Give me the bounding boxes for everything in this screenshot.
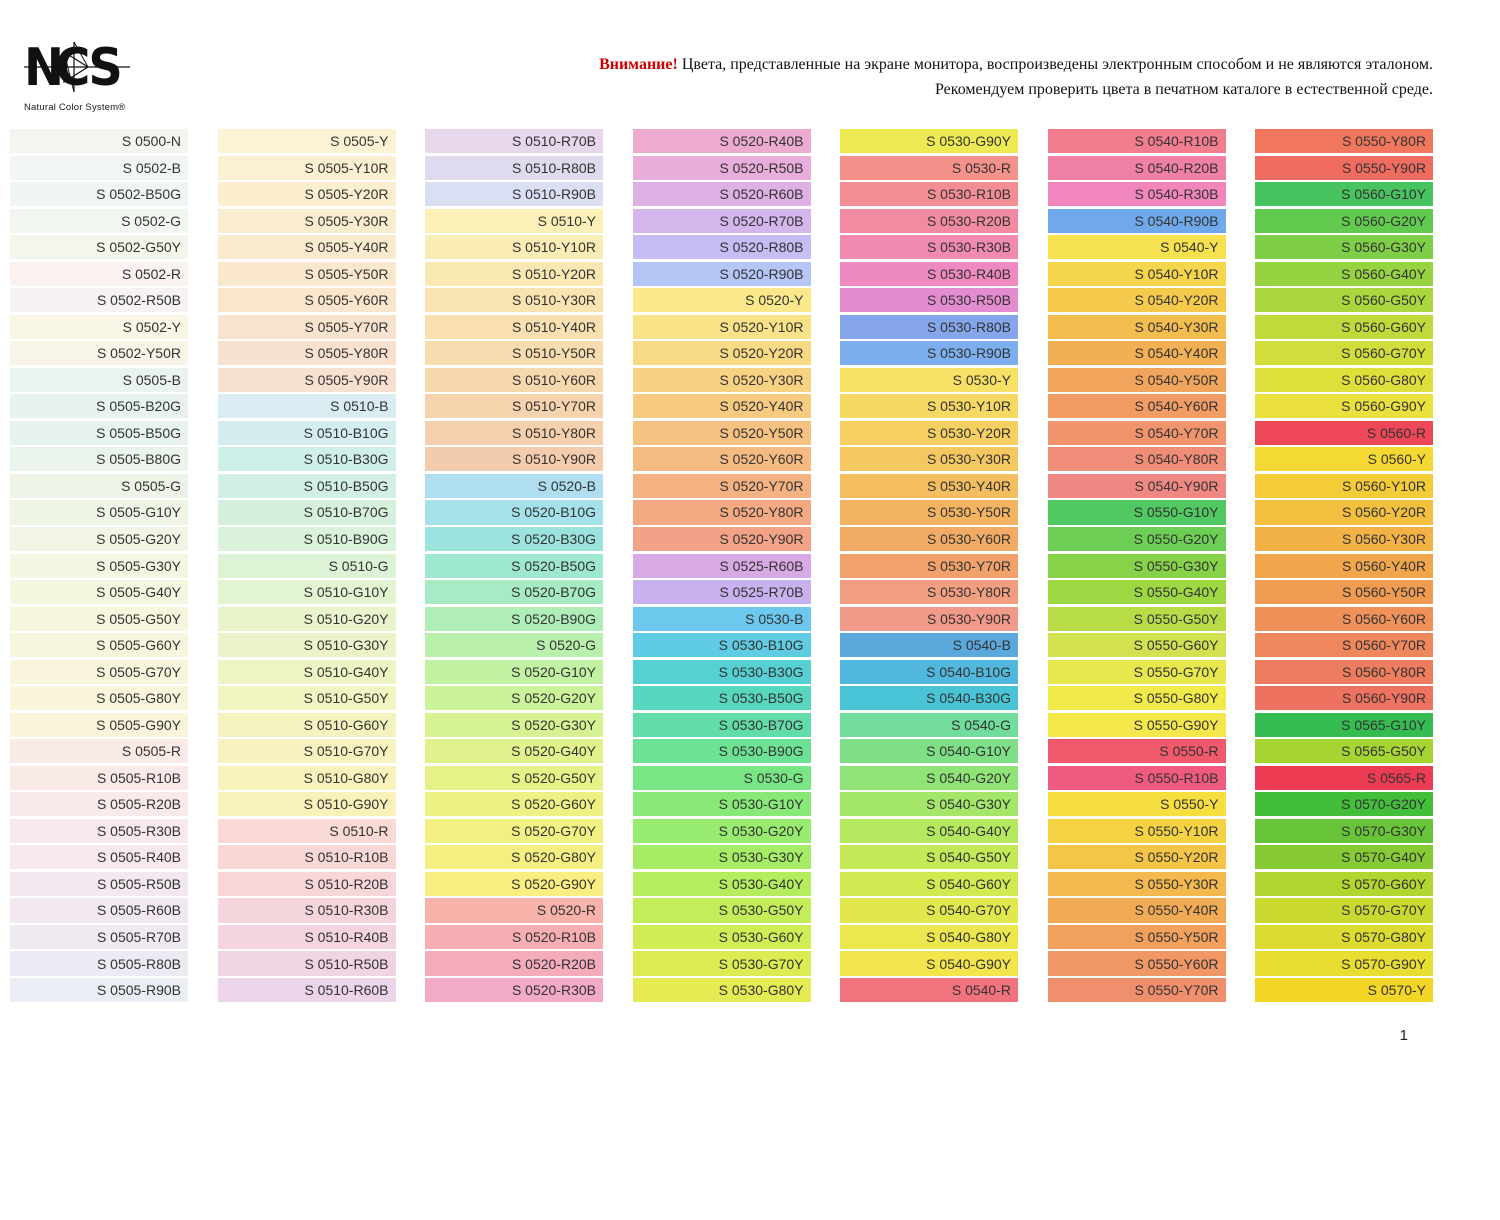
swatch-s-0505-b80g: S 0505-B80G — [10, 447, 188, 471]
swatch-s-0520-g60y: S 0520-G60Y — [425, 792, 603, 816]
swatch-s-0520-r60b: S 0520-R60B — [633, 182, 811, 206]
swatch-s-0540-r30b: S 0540-R30B — [1048, 182, 1226, 206]
swatch-s-0550-r: S 0550-R — [1048, 739, 1226, 763]
swatch-s-0510-b70g: S 0510-B70G — [218, 500, 396, 524]
swatch-s-0530-g: S 0530-G — [633, 766, 811, 790]
swatch-s-0530-b90g: S 0530-B90G — [633, 739, 811, 763]
swatch-s-0520-b: S 0520-B — [425, 474, 603, 498]
swatch-s-0570-g70y: S 0570-G70Y — [1255, 898, 1433, 922]
swatch-s-0560-g60y: S 0560-G60Y — [1255, 315, 1433, 339]
swatch-s-0530-g20y: S 0530-G20Y — [633, 819, 811, 843]
swatch-s-0560-y10r: S 0560-Y10R — [1255, 474, 1433, 498]
swatch-s-0530-g60y: S 0530-G60Y — [633, 925, 811, 949]
swatch-s-0520-g70y: S 0520-G70Y — [425, 819, 603, 843]
swatch-s-0510-r70b: S 0510-R70B — [425, 129, 603, 153]
swatch-s-0520-b90g: S 0520-B90G — [425, 607, 603, 631]
swatch-s-0505-r30b: S 0505-R30B — [10, 819, 188, 843]
swatch-s-0510-g60y: S 0510-G60Y — [218, 713, 396, 737]
swatch-s-0540-r: S 0540-R — [840, 978, 1018, 1002]
swatch-s-0520-g40y: S 0520-G40Y — [425, 739, 603, 763]
swatch-s-0510-y: S 0510-Y — [425, 209, 603, 233]
swatch-s-0560-g40y: S 0560-G40Y — [1255, 262, 1433, 286]
swatch-s-0550-g60y: S 0550-G60Y — [1048, 633, 1226, 657]
swatch-s-0505-b: S 0505-B — [10, 368, 188, 392]
color-grid — [10, 129, 1433, 1002]
swatch-s-0520-g10y: S 0520-G10Y — [425, 660, 603, 684]
swatch-s-0560-y40r: S 0560-Y40R — [1255, 554, 1433, 578]
swatch-s-0510-y20r: S 0510-Y20R — [425, 262, 603, 286]
swatch-s-0530-r40b: S 0530-R40B — [840, 262, 1018, 286]
swatch-s-0505-g50y: S 0505-G50Y — [10, 607, 188, 631]
swatch-s-0530-y70r: S 0530-Y70R — [840, 554, 1018, 578]
swatch-s-0550-y50r: S 0550-Y50R — [1048, 925, 1226, 949]
warning-line-1 — [599, 52, 1433, 77]
swatch-s-0560-g90y: S 0560-G90Y — [1255, 394, 1433, 418]
swatch-s-0520-y60r: S 0520-Y60R — [633, 447, 811, 471]
swatch-s-0505-g80y: S 0505-G80Y — [10, 686, 188, 710]
ncs-logo — [24, 38, 144, 113]
swatch-s-0502-b: S 0502-B — [10, 156, 188, 180]
swatch-s-0560-g20y: S 0560-G20Y — [1255, 209, 1433, 233]
swatch-s-0505-y20r: S 0505-Y20R — [218, 182, 396, 206]
swatch-s-0550-y20r: S 0550-Y20R — [1048, 845, 1226, 869]
swatch-s-0505-y30r: S 0505-Y30R — [218, 209, 396, 233]
swatch-s-0520-b10g: S 0520-B10G — [425, 500, 603, 524]
swatch-s-0540-r90b: S 0540-R90B — [1048, 209, 1226, 233]
swatch-s-0505-r50b: S 0505-R50B — [10, 872, 188, 896]
swatch-s-0550-g10y: S 0550-G10Y — [1048, 500, 1226, 524]
swatch-s-0505-r10b: S 0505-R10B — [10, 766, 188, 790]
swatch-s-0510-g40y: S 0510-G40Y — [218, 660, 396, 684]
swatch-s-0560-y70r: S 0560-Y70R — [1255, 633, 1433, 657]
swatch-s-0530-r30b: S 0530-R30B — [840, 235, 1018, 259]
swatch-s-0560-g10y: S 0560-G10Y — [1255, 182, 1433, 206]
swatch-s-0540-y60r: S 0540-Y60R — [1048, 394, 1226, 418]
swatch-s-0530-r: S 0530-R — [840, 156, 1018, 180]
swatch-s-0540-g20y: S 0540-G20Y — [840, 766, 1018, 790]
swatch-s-0502-y: S 0502-Y — [10, 315, 188, 339]
swatch-s-0560-y50r: S 0560-Y50R — [1255, 580, 1433, 604]
swatch-s-0520-r50b: S 0520-R50B — [633, 156, 811, 180]
swatch-s-0520-g20y: S 0520-G20Y — [425, 686, 603, 710]
swatch-s-0510-g70y: S 0510-G70Y — [218, 739, 396, 763]
swatch-s-0560-y60r: S 0560-Y60R — [1255, 607, 1433, 631]
swatch-s-0520-r30b: S 0520-R30B — [425, 978, 603, 1002]
swatch-s-0510-b90g: S 0510-B90G — [218, 527, 396, 551]
swatch-s-0570-g30y: S 0570-G30Y — [1255, 819, 1433, 843]
swatch-s-0540-y10r: S 0540-Y10R — [1048, 262, 1226, 286]
warning-attention: Внимание! — [599, 56, 678, 73]
swatch-s-0510-y50r: S 0510-Y50R — [425, 341, 603, 365]
swatch-s-0520-g80y: S 0520-G80Y — [425, 845, 603, 869]
swatch-s-0502-g: S 0502-G — [10, 209, 188, 233]
swatch-s-0530-g10y: S 0530-G10Y — [633, 792, 811, 816]
swatch-s-0505-r20b: S 0505-R20B — [10, 792, 188, 816]
swatch-s-0530-g80y: S 0530-G80Y — [633, 978, 811, 1002]
swatch-s-0510-r90b: S 0510-R90B — [425, 182, 603, 206]
swatch-s-0530-y60r: S 0530-Y60R — [840, 527, 1018, 551]
swatch-s-0550-y40r: S 0550-Y40R — [1048, 898, 1226, 922]
swatch-s-0502-y50r: S 0502-Y50R — [10, 341, 188, 365]
swatch-s-0502-g50y: S 0502-G50Y — [10, 235, 188, 259]
swatch-s-0550-y80r: S 0550-Y80R — [1255, 129, 1433, 153]
swatch-s-0565-r: S 0565-R — [1255, 766, 1433, 790]
swatch-s-0530-b: S 0530-B — [633, 607, 811, 631]
swatch-s-0505-g70y: S 0505-G70Y — [10, 660, 188, 684]
swatch-s-0540-y50r: S 0540-Y50R — [1048, 368, 1226, 392]
swatch-s-0505-y40r: S 0505-Y40R — [218, 235, 396, 259]
swatch-s-0510-r50b: S 0510-R50B — [218, 951, 396, 975]
swatch-s-0540-g30y: S 0540-G30Y — [840, 792, 1018, 816]
swatch-s-0505-y70r: S 0505-Y70R — [218, 315, 396, 339]
logo-subtitle: Natural Color System® — [24, 102, 126, 113]
swatch-s-0520-y30r: S 0520-Y30R — [633, 368, 811, 392]
swatch-s-0550-y: S 0550-Y — [1048, 792, 1226, 816]
swatch-s-0520-y20r: S 0520-Y20R — [633, 341, 811, 365]
warning-block — [599, 52, 1433, 102]
swatch-s-0520-g30y: S 0520-G30Y — [425, 713, 603, 737]
swatch-s-0530-y40r: S 0530-Y40R — [840, 474, 1018, 498]
swatch-s-0530-y10r: S 0530-Y10R — [840, 394, 1018, 418]
swatch-s-0530-g50y: S 0530-G50Y — [633, 898, 811, 922]
swatch-s-0530-r20b: S 0530-R20B — [840, 209, 1018, 233]
swatch-s-0520-y70r: S 0520-Y70R — [633, 474, 811, 498]
swatch-s-0560-y90r: S 0560-Y90R — [1255, 686, 1433, 710]
swatch-s-0510-y30r: S 0510-Y30R — [425, 288, 603, 312]
swatch-s-0520-g50y: S 0520-G50Y — [425, 766, 603, 790]
swatch-s-0530-g70y: S 0530-G70Y — [633, 951, 811, 975]
swatch-s-0560-g80y: S 0560-G80Y — [1255, 368, 1433, 392]
swatch-s-0502-r50b: S 0502-R50B — [10, 288, 188, 312]
swatch-s-0530-y30r: S 0530-Y30R — [840, 447, 1018, 471]
swatch-s-0505-b50g: S 0505-B50G — [10, 421, 188, 445]
swatch-s-0510-y60r: S 0510-Y60R — [425, 368, 603, 392]
swatch-s-0520-r70b: S 0520-R70B — [633, 209, 811, 233]
swatch-s-0520-y: S 0520-Y — [633, 288, 811, 312]
swatch-s-0510-r: S 0510-R — [218, 819, 396, 843]
swatch-s-0540-g70y: S 0540-G70Y — [840, 898, 1018, 922]
swatch-s-0540-g90y: S 0540-G90Y — [840, 951, 1018, 975]
swatch-s-0540-y: S 0540-Y — [1048, 235, 1226, 259]
swatch-s-0510-g: S 0510-G — [218, 554, 396, 578]
swatch-s-0520-y40r: S 0520-Y40R — [633, 394, 811, 418]
swatch-s-0560-g30y: S 0560-G30Y — [1255, 235, 1433, 259]
swatch-s-0570-g40y: S 0570-G40Y — [1255, 845, 1433, 869]
swatch-s-0505-r70b: S 0505-R70B — [10, 925, 188, 949]
swatch-s-0530-b10g: S 0530-B10G — [633, 633, 811, 657]
swatch-s-0540-g40y: S 0540-G40Y — [840, 819, 1018, 843]
swatch-s-0550-y60r: S 0550-Y60R — [1048, 951, 1226, 975]
swatch-s-0510-g80y: S 0510-G80Y — [218, 766, 396, 790]
swatch-s-0570-g60y: S 0570-G60Y — [1255, 872, 1433, 896]
logo-letter-c: C — [55, 38, 91, 96]
swatch-s-0520-y50r: S 0520-Y50R — [633, 421, 811, 445]
swatch-s-0530-y90r: S 0530-Y90R — [840, 607, 1018, 631]
swatch-s-0560-g50y: S 0560-G50Y — [1255, 288, 1433, 312]
swatch-s-0550-y90r: S 0550-Y90R — [1255, 156, 1433, 180]
swatch-s-0520-y80r: S 0520-Y80R — [633, 500, 811, 524]
logo-letter-n: N — [24, 38, 65, 96]
swatch-s-0530-r10b: S 0530-R10B — [840, 182, 1018, 206]
warning-line-2: Рекомендуем проверить цвета в печатном каталоге в естественной среде. — [934, 81, 1433, 98]
swatch-s-0560-g70y: S 0560-G70Y — [1255, 341, 1433, 365]
swatch-s-0505-y50r: S 0505-Y50R — [218, 262, 396, 286]
swatch-s-0510-g10y: S 0510-G10Y — [218, 580, 396, 604]
swatch-s-0510-g30y: S 0510-G30Y — [218, 633, 396, 657]
swatch-s-0510-b10g: S 0510-B10G — [218, 421, 396, 445]
swatch-s-0520-r40b: S 0520-R40B — [633, 129, 811, 153]
swatch-s-0540-g10y: S 0540-G10Y — [840, 739, 1018, 763]
swatch-s-0505-b20g: S 0505-B20G — [10, 394, 188, 418]
swatch-s-0550-g70y: S 0550-G70Y — [1048, 660, 1226, 684]
swatch-s-0540-y80r: S 0540-Y80R — [1048, 447, 1226, 471]
swatch-s-0510-y70r: S 0510-Y70R — [425, 394, 603, 418]
swatch-s-0520-g90y: S 0520-G90Y — [425, 872, 603, 896]
swatch-s-0505-g: S 0505-G — [10, 474, 188, 498]
swatch-s-0540-b30g: S 0540-B30G — [840, 686, 1018, 710]
swatch-s-0520-r20b: S 0520-R20B — [425, 951, 603, 975]
swatch-s-0520-g: S 0520-G — [425, 633, 603, 657]
swatch-s-0540-y90r: S 0540-Y90R — [1048, 474, 1226, 498]
swatch-s-0525-r70b: S 0525-R70B — [633, 580, 811, 604]
swatch-s-0505-y10r: S 0505-Y10R — [218, 156, 396, 180]
swatch-s-0510-b30g: S 0510-B30G — [218, 447, 396, 471]
swatch-s-0550-g90y: S 0550-G90Y — [1048, 713, 1226, 737]
swatch-s-0510-y10r: S 0510-Y10R — [425, 235, 603, 259]
swatch-s-0520-b30g: S 0520-B30G — [425, 527, 603, 551]
swatch-s-0550-r10b: S 0550-R10B — [1048, 766, 1226, 790]
swatch-s-0530-g30y: S 0530-G30Y — [633, 845, 811, 869]
swatch-s-0505-y: S 0505-Y — [218, 129, 396, 153]
swatch-s-0505-y90r: S 0505-Y90R — [218, 368, 396, 392]
swatch-s-0510-b50g: S 0510-B50G — [218, 474, 396, 498]
swatch-s-0530-r80b: S 0530-R80B — [840, 315, 1018, 339]
swatch-s-0510-r10b: S 0510-R10B — [218, 845, 396, 869]
swatch-s-0570-g20y: S 0570-G20Y — [1255, 792, 1433, 816]
swatch-s-0505-r: S 0505-R — [10, 739, 188, 763]
swatch-s-0565-g50y: S 0565-G50Y — [1255, 739, 1433, 763]
swatch-s-0530-b70g: S 0530-B70G — [633, 713, 811, 737]
swatch-s-0550-g40y: S 0550-G40Y — [1048, 580, 1226, 604]
swatch-s-0505-g20y: S 0505-G20Y — [10, 527, 188, 551]
swatch-s-0502-b50g: S 0502-B50G — [10, 182, 188, 206]
swatch-s-0520-r90b: S 0520-R90B — [633, 262, 811, 286]
swatch-s-0520-y10r: S 0520-Y10R — [633, 315, 811, 339]
swatch-s-0505-y80r: S 0505-Y80R — [218, 341, 396, 365]
logo-letter-s: S — [88, 38, 123, 96]
page-number: 1 — [1399, 1027, 1408, 1044]
swatch-s-0530-g40y: S 0530-G40Y — [633, 872, 811, 896]
swatch-s-0505-g30y: S 0505-G30Y — [10, 554, 188, 578]
swatch-s-0570-g90y: S 0570-G90Y — [1255, 951, 1433, 975]
swatch-s-0540-y70r: S 0540-Y70R — [1048, 421, 1226, 445]
swatch-s-0540-y20r: S 0540-Y20R — [1048, 288, 1226, 312]
swatch-s-0510-y90r: S 0510-Y90R — [425, 447, 603, 471]
warning-line-1-text: Цвета, представленные на экране монитора, воспроизведены электронным способом и не являются эталоном. — [677, 56, 1433, 73]
swatch-s-0510-r30b: S 0510-R30B — [218, 898, 396, 922]
swatch-s-0570-g80y: S 0570-G80Y — [1255, 925, 1433, 949]
swatch-s-0540-y30r: S 0540-Y30R — [1048, 315, 1226, 339]
swatch-s-0505-r80b: S 0505-R80B — [10, 951, 188, 975]
swatch-s-0550-g80y: S 0550-G80Y — [1048, 686, 1226, 710]
swatch-s-0505-g60y: S 0505-G60Y — [10, 633, 188, 657]
swatch-s-0520-r80b: S 0520-R80B — [633, 235, 811, 259]
swatch-s-0530-g90y: S 0530-G90Y — [840, 129, 1018, 153]
swatch-s-0560-r: S 0560-R — [1255, 421, 1433, 445]
swatch-s-0540-y40r: S 0540-Y40R — [1048, 341, 1226, 365]
swatch-s-0540-g50y: S 0540-G50Y — [840, 845, 1018, 869]
swatch-s-0510-g90y: S 0510-G90Y — [218, 792, 396, 816]
swatch-s-0505-y60r: S 0505-Y60R — [218, 288, 396, 312]
swatch-s-0540-r10b: S 0540-R10B — [1048, 129, 1226, 153]
swatch-s-0550-g30y: S 0550-G30Y — [1048, 554, 1226, 578]
swatch-s-0565-g10y: S 0565-G10Y — [1255, 713, 1433, 737]
swatch-s-0540-b: S 0540-B — [840, 633, 1018, 657]
swatch-s-0540-b10g: S 0540-B10G — [840, 660, 1018, 684]
swatch-s-0505-r60b: S 0505-R60B — [10, 898, 188, 922]
swatch-s-0510-g20y: S 0510-G20Y — [218, 607, 396, 631]
swatch-s-0550-y30r: S 0550-Y30R — [1048, 872, 1226, 896]
swatch-s-0505-g40y: S 0505-G40Y — [10, 580, 188, 604]
swatch-s-0560-y80r: S 0560-Y80R — [1255, 660, 1433, 684]
swatch-s-0510-y40r: S 0510-Y40R — [425, 315, 603, 339]
swatch-s-0530-y50r: S 0530-Y50R — [840, 500, 1018, 524]
swatch-s-0520-y90r: S 0520-Y90R — [633, 527, 811, 551]
swatch-s-0505-r90b: S 0505-R90B — [10, 978, 188, 1002]
swatch-s-0550-y10r: S 0550-Y10R — [1048, 819, 1226, 843]
swatch-s-0530-y: S 0530-Y — [840, 368, 1018, 392]
swatch-s-0502-r: S 0502-R — [10, 262, 188, 286]
swatch-s-0520-b70g: S 0520-B70G — [425, 580, 603, 604]
swatch-s-0530-b50g: S 0530-B50G — [633, 686, 811, 710]
swatch-s-0520-b50g: S 0520-B50G — [425, 554, 603, 578]
swatch-s-0525-r60b: S 0525-R60B — [633, 554, 811, 578]
swatch-s-0505-g90y: S 0505-G90Y — [10, 713, 188, 737]
swatch-s-0530-r90b: S 0530-R90B — [840, 341, 1018, 365]
swatch-s-0550-g20y: S 0550-G20Y — [1048, 527, 1226, 551]
swatch-s-0540-g60y: S 0540-G60Y — [840, 872, 1018, 896]
swatch-s-0540-g80y: S 0540-G80Y — [840, 925, 1018, 949]
swatch-s-0520-r10b: S 0520-R10B — [425, 925, 603, 949]
swatch-s-0540-g: S 0540-G — [840, 713, 1018, 737]
swatch-s-0510-r80b: S 0510-R80B — [425, 156, 603, 180]
ncs-logo-icon — [24, 38, 132, 96]
swatch-s-0510-r60b: S 0510-R60B — [218, 978, 396, 1002]
swatch-s-0530-r50b: S 0530-R50B — [840, 288, 1018, 312]
swatch-s-0570-y: S 0570-Y — [1255, 978, 1433, 1002]
swatch-s-0530-b30g: S 0530-B30G — [633, 660, 811, 684]
swatch-s-0505-r40b: S 0505-R40B — [10, 845, 188, 869]
swatch-s-0510-g50y: S 0510-G50Y — [218, 686, 396, 710]
swatch-s-0540-r20b: S 0540-R20B — [1048, 156, 1226, 180]
swatch-s-0530-y20r: S 0530-Y20R — [840, 421, 1018, 445]
swatch-s-0530-y80r: S 0530-Y80R — [840, 580, 1018, 604]
swatch-s-0500-n: S 0500-N — [10, 129, 188, 153]
swatch-s-0560-y30r: S 0560-Y30R — [1255, 527, 1433, 551]
swatch-s-0510-r20b: S 0510-R20B — [218, 872, 396, 896]
swatch-s-0550-y70r: S 0550-Y70R — [1048, 978, 1226, 1002]
swatch-s-0510-y80r: S 0510-Y80R — [425, 421, 603, 445]
swatch-s-0550-g50y: S 0550-G50Y — [1048, 607, 1226, 631]
swatch-s-0560-y: S 0560-Y — [1255, 447, 1433, 471]
swatch-s-0505-g10y: S 0505-G10Y — [10, 500, 188, 524]
swatch-s-0520-r: S 0520-R — [425, 898, 603, 922]
swatch-s-0510-b: S 0510-B — [218, 394, 396, 418]
swatch-s-0510-r40b: S 0510-R40B — [218, 925, 396, 949]
swatch-s-0560-y20r: S 0560-Y20R — [1255, 500, 1433, 524]
